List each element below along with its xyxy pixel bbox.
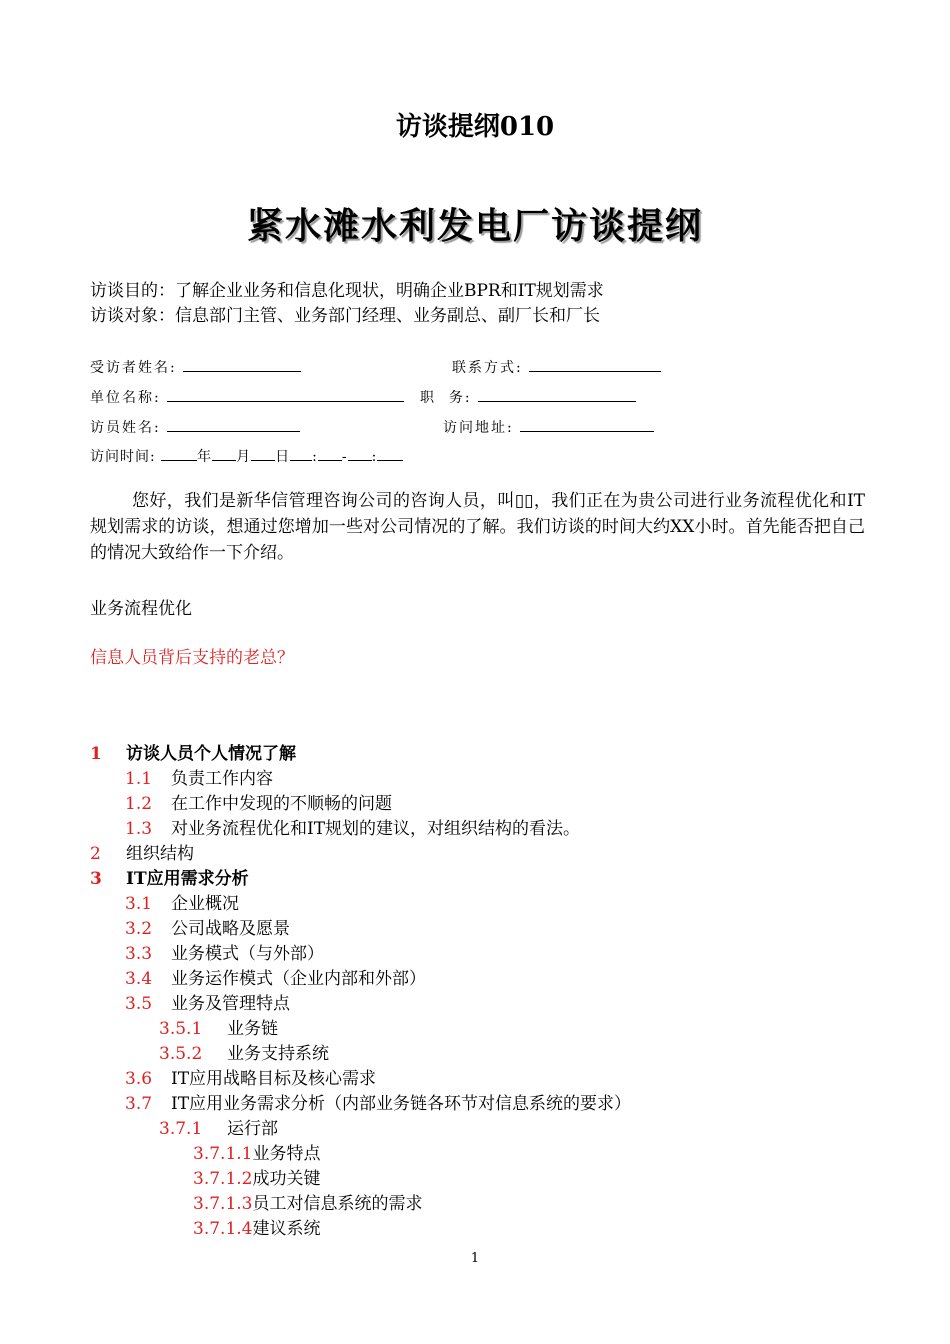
outline-item: [159, 1017, 278, 1042]
contact-field: [452, 357, 661, 377]
interview-purpose: 访谈目的：了解企业业务和信息化现状，明确企业BPR和IT规划需求: [90, 281, 604, 301]
interviewer-label: 访员姓名:: [90, 420, 161, 436]
time-label: 访问时间:: [90, 449, 156, 465]
outline-number: 3.5.1: [159, 1019, 203, 1039]
page-title: 紧水滩水利发电厂访谈提纲: [246, 205, 703, 247]
outline-item: [125, 892, 239, 917]
outline-item: [193, 1192, 422, 1217]
interview-audience: 访谈对象：信息部门主管、业务部门经理、业务副总、副厂长和厂长: [90, 306, 600, 326]
outline-number: 1.3: [125, 819, 153, 839]
outline-text: 企业概况: [171, 894, 239, 914]
year-blank[interactable]: [161, 446, 197, 461]
outline-text: 负责工作内容: [171, 769, 273, 789]
outline-number: 1.1: [125, 769, 153, 789]
document-code-title: 访谈提纲010: [395, 112, 555, 142]
hour-start-blank[interactable]: [290, 446, 312, 461]
outline-number: 3.3: [125, 944, 153, 964]
outline-text: IT应用战略目标及核心需求: [171, 1069, 377, 1089]
outline-item: [90, 842, 194, 867]
minute-end-blank[interactable]: [377, 446, 403, 461]
outline-text: 员工对信息系统的需求: [252, 1194, 423, 1214]
interviewee-name-label: 受访者姓名:: [90, 360, 177, 376]
outline-number: 3.4: [125, 969, 153, 989]
position-label: 职 务:: [420, 390, 472, 406]
dash: -: [341, 449, 348, 465]
interview-time-field: [90, 446, 403, 466]
year-label: 年: [197, 449, 213, 465]
outline-item: [159, 1117, 278, 1142]
outline-number: 1: [90, 744, 102, 764]
greeting-paragraph: 您好，我们是新华信管理咨询公司的咨询人员，叫▯▯，我们正在为贵公司进行业务流程优化和IT规划需求的访谈，想通过您增加一些对公司情况的了解。我们访谈的时间大约XX小时。首先能否把自己的情况大致给作一下介绍。: [90, 491, 865, 563]
colon-1: :: [312, 449, 318, 465]
day-blank[interactable]: [251, 446, 275, 461]
outline-item: [90, 742, 296, 767]
outline-text: 运行部: [227, 1119, 278, 1139]
interviewer-blank[interactable]: [167, 417, 300, 432]
colon-2: :: [371, 449, 378, 465]
outline-item: [125, 1067, 376, 1092]
outline-text: 公司战略及愿景: [171, 919, 290, 939]
outline-text: 业务特点: [252, 1144, 321, 1164]
address-label: 访问地址:: [443, 420, 514, 436]
unit-blank[interactable]: [167, 387, 404, 402]
section-heading: 业务流程优化: [90, 599, 192, 619]
month-blank[interactable]: [212, 446, 236, 461]
outline-text: 业务模式（与外部）: [171, 944, 324, 964]
outline-text: 对业务流程优化和IT规划的建议，对组织结构的看法。: [171, 819, 581, 839]
contact-blank[interactable]: [529, 357, 661, 372]
outline-text: 业务运作模式（企业内部和外部）: [171, 969, 426, 989]
unit-field: [90, 387, 404, 407]
hour-end-blank[interactable]: [348, 446, 372, 461]
outline-text: 建议系统: [252, 1219, 321, 1239]
outline-number: 3.7.1.1: [193, 1144, 253, 1164]
outline-text: 业务及管理特点: [171, 994, 290, 1014]
outline-item: [125, 1092, 631, 1117]
outline-item: [125, 942, 324, 967]
outline-number: 3.6: [125, 1069, 153, 1089]
month-label: 月: [236, 449, 252, 465]
position-blank[interactable]: [478, 387, 636, 402]
outline-text: 组织结构: [126, 844, 194, 864]
outline-number: 3.2: [125, 919, 153, 939]
outline-item: [125, 767, 273, 792]
red-note: 信息人员背后支持的老总？: [90, 648, 294, 668]
page-number: 1: [470, 1251, 480, 1266]
outline-number: 3: [90, 869, 102, 889]
outline-item: [90, 867, 249, 892]
outline-number: 1.2: [125, 794, 153, 814]
interviewer-field: [90, 417, 300, 437]
outline-item: [159, 1042, 329, 1067]
outline-text: 业务链: [227, 1019, 278, 1039]
outline-number: 3.7.1.4: [193, 1219, 253, 1239]
outline-number: 3.5: [125, 994, 153, 1014]
position-field: [420, 387, 636, 407]
outline-text: IT应用业务需求分析（内部业务链各环节对信息系统的要求）: [171, 1094, 632, 1114]
outline-text: 访谈人员个人情况了解: [126, 744, 296, 764]
address-field: [443, 417, 654, 437]
outline-item: [125, 992, 290, 1017]
outline-number: 3.7.1.2: [193, 1169, 253, 1189]
outline-item: [193, 1142, 320, 1167]
outline-item: [125, 817, 580, 842]
minute-start-blank[interactable]: [318, 446, 342, 461]
outline-item: [193, 1167, 320, 1192]
outline-number: 3.1: [125, 894, 153, 914]
outline-text: 成功关键: [252, 1169, 321, 1189]
unit-label: 单位名称:: [90, 390, 161, 406]
outline-text: 业务支持系统: [227, 1044, 329, 1064]
outline-text: 在工作中发现的不顺畅的问题: [171, 794, 392, 814]
outline-number: 3.7: [125, 1094, 153, 1114]
outline-number: 3.7.1.3: [193, 1194, 253, 1214]
interviewee-name-field: [90, 357, 301, 377]
outline-number: 3.7.1: [159, 1119, 203, 1139]
outline-item: [125, 967, 426, 992]
interviewee-name-blank[interactable]: [183, 357, 301, 372]
outline-item: [125, 792, 392, 817]
outline-number: 2: [90, 844, 101, 864]
day-label: 日: [275, 449, 291, 465]
contact-label: 联系方式:: [452, 360, 523, 376]
outline-number: 3.5.2: [159, 1044, 203, 1064]
address-blank[interactable]: [520, 417, 654, 432]
outline-item: [193, 1217, 320, 1242]
outline-text: IT应用需求分析: [126, 869, 249, 889]
outline-item: [125, 917, 290, 942]
